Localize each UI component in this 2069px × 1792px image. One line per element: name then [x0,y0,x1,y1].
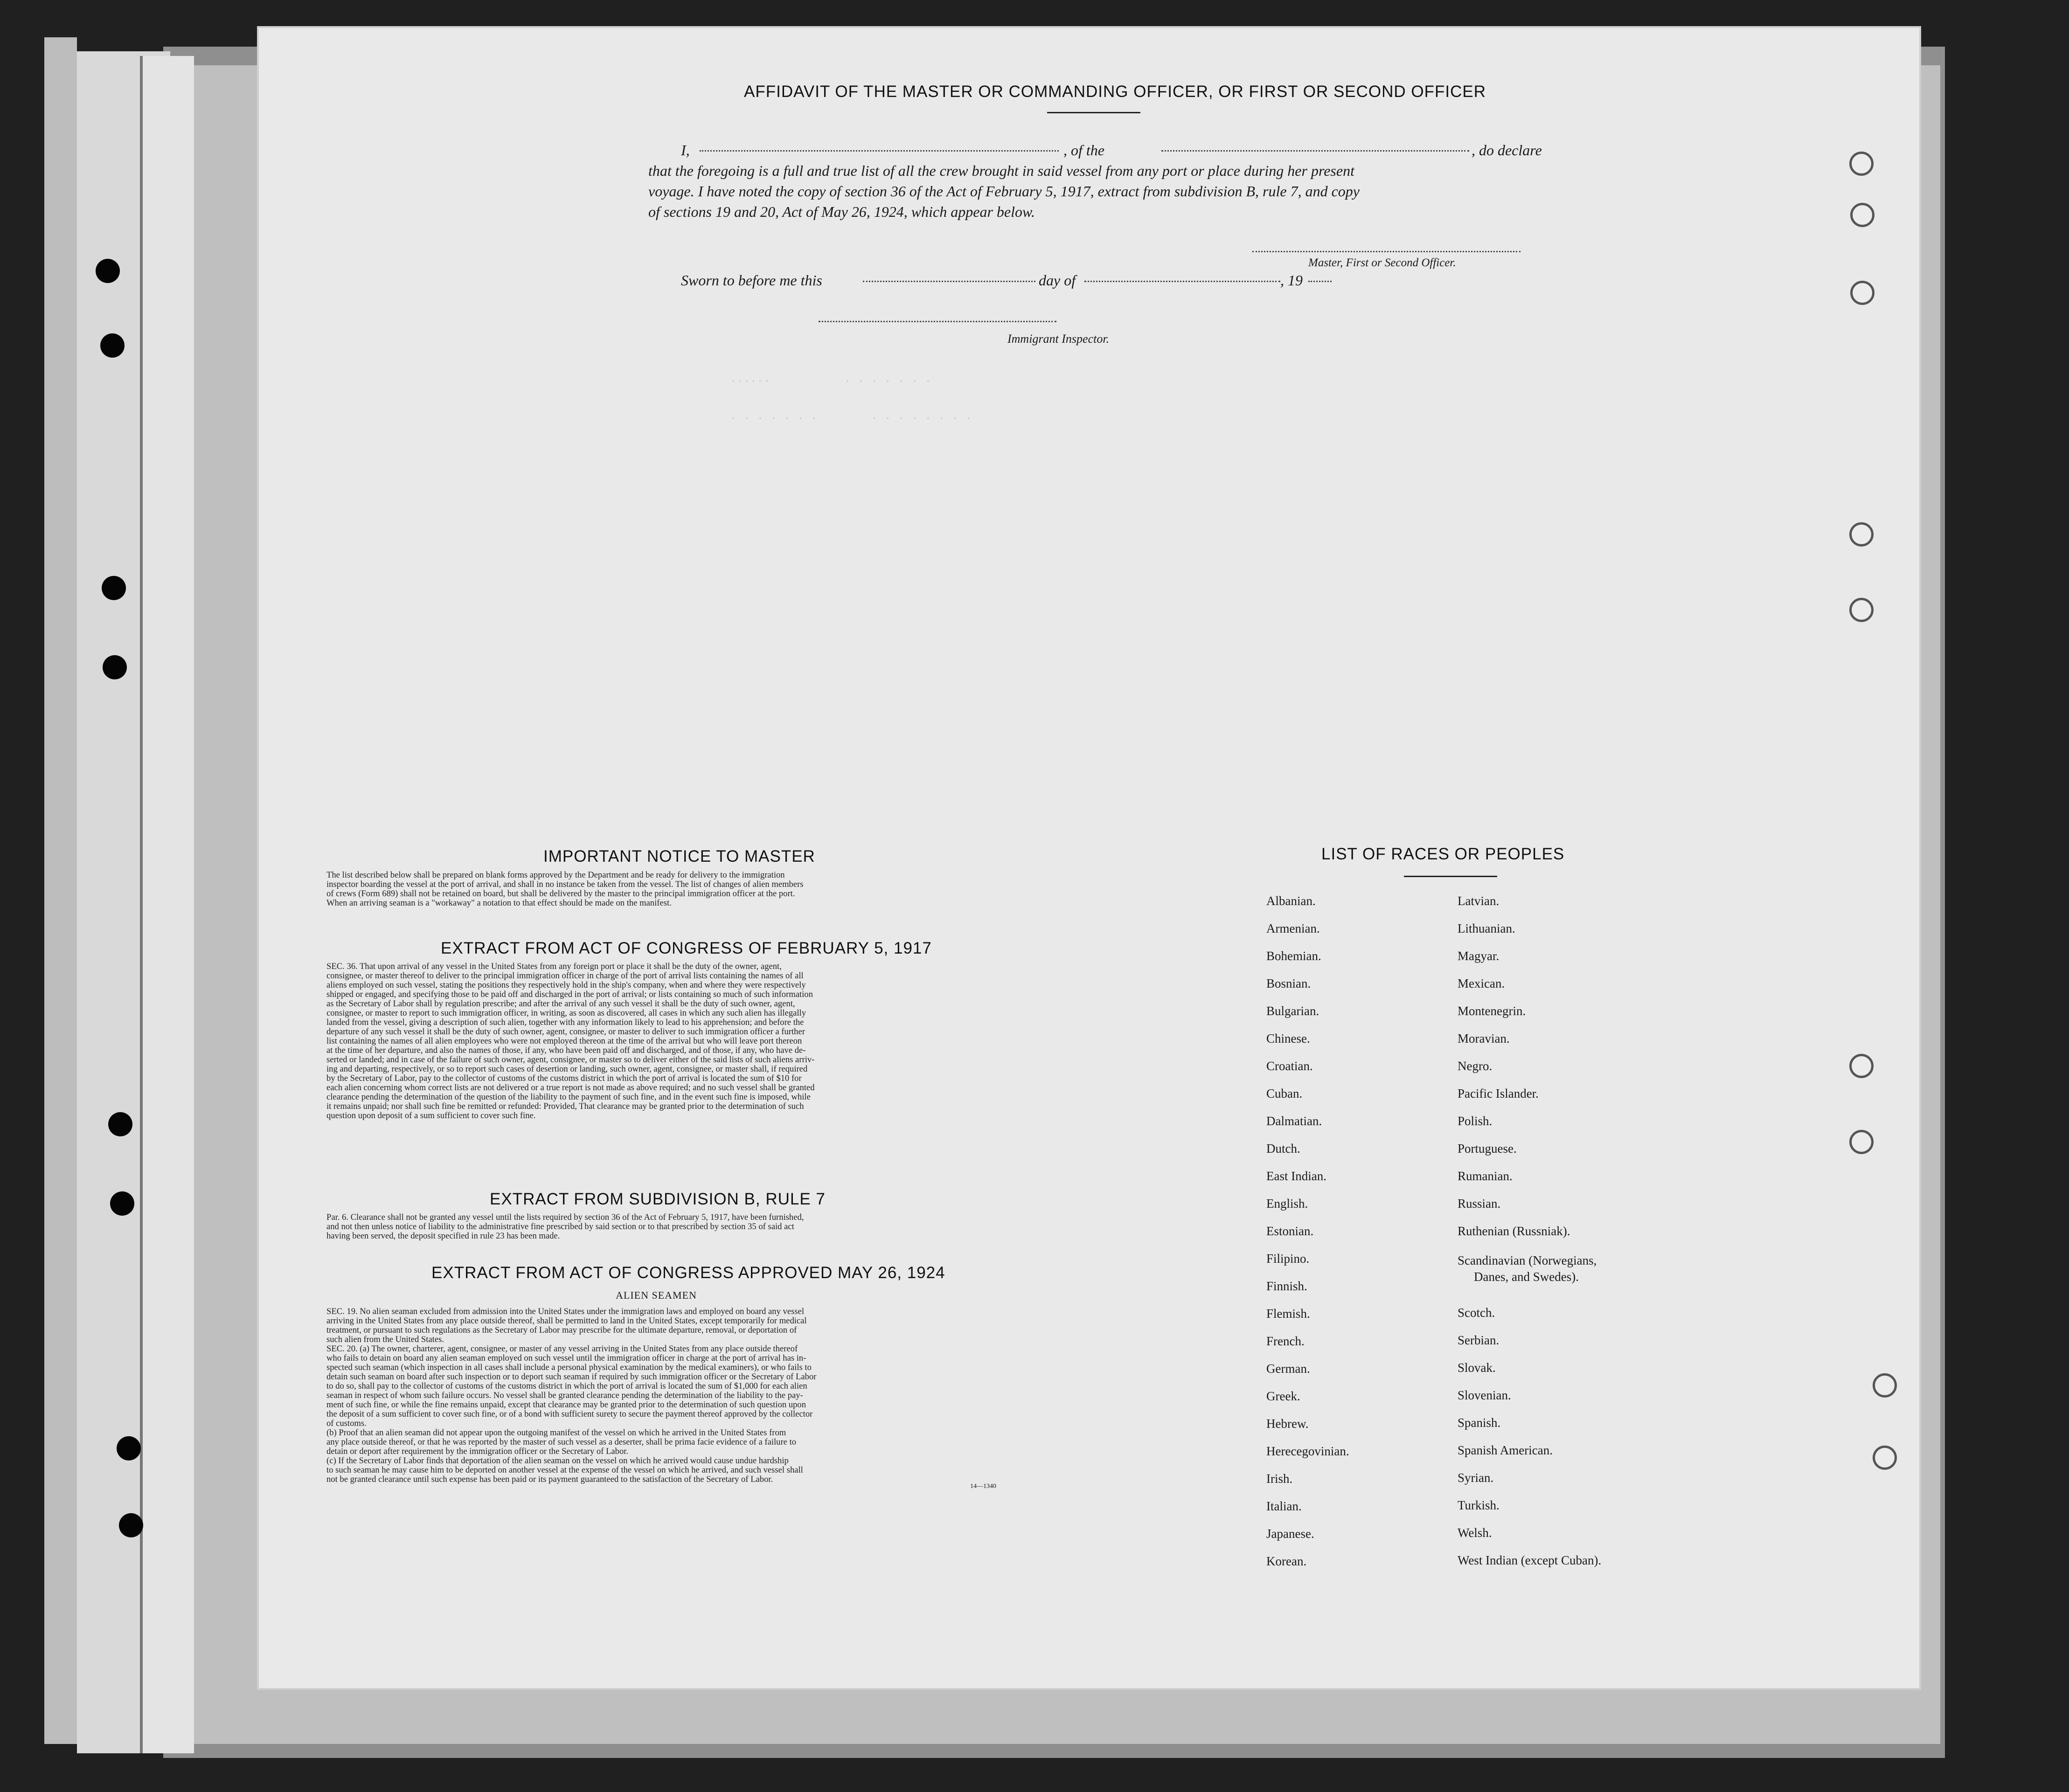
extract-1924-title: EXTRACT FROM ACT OF CONGRESS APPROVED MAY 26, 1924 [431,1264,945,1282]
page-ring [1850,281,1875,305]
race-item: Slovenian. [1458,1388,1511,1402]
extract-1924-body [326,1307,1014,1484]
sworn-label: Sworn to before me this [681,272,822,289]
race-item: Portuguese. [1458,1142,1517,1155]
race-item: Moravian. [1458,1031,1510,1045]
race-item: Armenian. [1266,921,1320,935]
notice-body [326,871,1014,908]
page-ring [1850,203,1875,227]
section-36-line: each alien concerning whom correct lists are not delivered or a true report is not made as above required; and no such vessel shall be granted [326,1083,815,1093]
notice-line: When an arriving seaman is a "workaway" a notation to that effect should be made on the manifest. [326,898,672,908]
race-item: East Indian. [1266,1169,1326,1183]
section-36-line: aliens employed on such vessel, stating the positions they respectively hold in the ship's company, when and where they were respectively [326,980,806,990]
year-label: , 19 [1280,272,1303,289]
punch-hole [103,655,127,679]
page-ring [1849,1130,1874,1154]
race-item: Spanish American. [1458,1443,1553,1457]
race-item: Dutch. [1266,1142,1300,1155]
punch-hole [102,576,126,600]
page-ring [1849,598,1874,622]
race-item: Filipino. [1266,1252,1310,1266]
extract-1917-body [326,962,1014,1121]
section-36-line: list containing the names of all alien employees who were not employed thereon at the time of the arrival but who will leave port thereon [326,1036,802,1046]
section-36-line: by the Secretary of Labor, pay to the collector of customs of the customs district in which the port of arrival is located the sum of $10 for [326,1073,802,1083]
punch-hole [117,1436,141,1460]
race-item: Welsh. [1458,1526,1492,1540]
section-line: any place outside thereof, or that he was reported by the master of such vessel as a deserter, shall be prima facie evidence of a failure to [326,1437,797,1447]
notice-line: The list described below shall be prepared on blank forms approved by the Department and be ready for delivery to the immigration [326,870,785,880]
race-item: Irish. [1266,1472,1293,1486]
race-item: Korean. [1266,1554,1307,1568]
race-item: Slovak. [1458,1361,1496,1375]
page-ring [1873,1373,1897,1398]
section-36-line: it remains unpaid; nor shall such fine be remitted or refunded: Provided, That clearance may be granted prior to the determination of such [326,1101,804,1111]
section-line: ment of such fine, or while the fine remains unpaid, except that clearance may be granted prior to the determination of such question upon [326,1400,806,1410]
section-36-line: at the time of her departure, and also the names of those, if any, who have been paid off and discharged, and of those, if any, who have de- [326,1045,806,1055]
race-item: Polish. [1458,1114,1493,1128]
race-item: West Indian (except Cuban). [1458,1553,1602,1567]
affidavit-line4: of sections 19 and 20, Act of May 26, 1924, which appear below. [648,203,1035,220]
race-item: Lithuanian. [1458,921,1515,935]
section-36-line: ing and departing, respectively, or so to report such cases of desertion or landing, such owner, agent, consignee, or master shall, if required [326,1064,808,1074]
section-line: SEC. 20. (a) The owner, charterer, agent, consignee, or master of any vessel arriving in the United States from any place outside thereof [326,1344,798,1354]
punch-hole [119,1513,143,1537]
race-item: Bulgarian. [1266,1004,1319,1018]
page-ring [1849,522,1874,547]
race-item: German. [1266,1362,1310,1376]
race-item: Magyar. [1458,949,1500,963]
section-line: to such seaman he may cause him to be deported on another vessel at the expense of the vessel on which he arrived, and such vessel shall [326,1465,803,1475]
name-blank[interactable] [700,150,1059,152]
section-36-line: as the Secretary of Labor shall by regulation prescribe; and after the arrival of any such vessel it shall be the duty of such owner, agent, [326,999,795,1009]
section-line: such alien from the United States. [326,1335,444,1344]
section-line: to do so, shall pay to the collector of customs of the customs district in which the port of arrival is located the sum of $1,000 for each alien [326,1381,807,1391]
affidavit-of-the: , of the [1063,142,1104,159]
race-item: Scandinavian (Norwegians, [1458,1253,1597,1267]
race-item: French. [1266,1334,1305,1348]
punch-hole [108,1112,132,1136]
section-line: detain such seaman on board after such inspection or to deport such seaman if required by such immigration officer or the Secretary of Labor [326,1372,817,1382]
page-ring [1873,1446,1897,1470]
affidavit-i: I, [681,142,690,159]
race-item: Danes, and Swedes). [1474,1270,1579,1284]
affidavit-line3: voyage. I have noted the copy of section 36 of the Act of February 5, 1917, extract from subdivision B, rule 7, and copy [648,183,1360,200]
race-item: Mexican. [1458,976,1505,990]
sworn-month-blank[interactable] [1084,281,1280,282]
sworn-day-blank[interactable] [863,281,1035,282]
rule-7-line: and not then unless notice of liability to the administrative fine prescribed by said section or to that prescribed by section 35 of said act [326,1222,794,1232]
subdivision-body [326,1213,1014,1241]
title-rule [1047,112,1140,113]
extract-1917-title: EXTRACT FROM ACT OF CONGRESS OF FEBRUARY 5, 1917 [441,939,932,957]
section-36-line: clearance pending the determination of the question of the liability to the payment of such fine, and in the event such fine is imposed, while [326,1092,811,1102]
notice-title: IMPORTANT NOTICE TO MASTER [543,847,815,865]
race-item: Japanese. [1266,1527,1314,1541]
alien-seamen-subtitle: ALIEN SEAMEN [616,1289,697,1301]
race-item: Finnish. [1266,1279,1307,1293]
section-36-line: shipped or engaged, and specifying those to be paid off and discharged in the port of arrival; or lists containing so much of such information [326,989,813,999]
page-ring [1849,152,1874,176]
section-line: of customs. [326,1418,367,1428]
inspector-signature-line[interactable] [819,321,1056,322]
rule-7-line: having been served, the deposit specified in rule 23 has been made. [326,1231,560,1241]
race-item: Greek. [1266,1389,1300,1403]
vessel-blank[interactable] [1161,150,1469,152]
race-item: Spanish. [1458,1416,1501,1430]
form-page [259,28,1919,1688]
race-item: Albanian. [1266,894,1316,908]
section-36-line: departure of any such vessel it shall be the duty of such owner, agent, consignee, or master to deliver to such immigration officer a further [326,1027,805,1037]
master-caption: Master, First or Second Officer. [1308,256,1456,269]
section-line: not be granted clearance until such expense has been paid or its payment guaranteed to the satisfaction of the Secretary of Labor. [326,1474,773,1484]
races-title-rule [1404,876,1497,877]
race-item: Montenegrin. [1458,1004,1526,1018]
race-item: Bohemian. [1266,949,1321,963]
punch-hole [100,333,125,358]
form-number: 14—1340 [970,1483,996,1490]
section-line: seaman in respect of whom such failure occurs. No vessel shall be granted clearance pending the determination of the liability to the pay- [326,1391,803,1400]
section-line: (b) Proof that an alien seaman did not appear upon the outgoing manifest of the vessel on which he arrived in the United States from [326,1428,786,1438]
section-line: detain or deport after requirement by the immigration officer or the Secretary of Labor. [326,1446,629,1456]
bleed-through-text: . . . . . . . . . . . . . . . [730,410,972,423]
section-36-line: consignee, or master to report to such immigration officer, in writing, as soon as discovered, all cases in which any such alien has illegally [326,1008,806,1018]
master-signature-line[interactable] [1252,251,1521,252]
binder-strip-inner [140,56,194,1753]
race-item: Italian. [1266,1499,1302,1513]
affidavit-line2: that the foregoing is a full and true list of all the crew brought in said vessel from any port or place during her present [648,162,1354,179]
punch-hole [110,1191,134,1216]
affidavit-title: AFFIDAVIT OF THE MASTER OR COMMANDING OFFICER, OR FIRST OR SECOND OFFICER [744,83,1486,101]
section-36-line: landed from the vessel, giving a description of such alien, together with any information likely to lead to his apprehension; and before the [326,1017,804,1027]
section-line: spected such seaman (which inspection in all cases shall include a personal physical examination by the medical examiners), or who fails to [326,1363,812,1372]
inspector-caption: Immigrant Inspector. [1007,332,1110,346]
race-item: Pacific Islander. [1458,1086,1539,1100]
race-item: Bosnian. [1266,976,1311,990]
bleed-through-text: ...... . . . . . . . [730,373,932,386]
race-item: Herecegovinian. [1266,1444,1349,1458]
binder-strip-outer [44,37,77,1744]
race-item: Flemish. [1266,1307,1310,1321]
section-line: arriving in the United States from any place outside thereof, shall be permitted to land in the United States, except temporarily for medical [326,1316,807,1326]
race-item: Cuban. [1266,1086,1303,1100]
race-item: Ruthenian (Russniak). [1458,1224,1570,1238]
notice-line: inspector boarding the vessel at the port of arrival, and shall in no instance be taken from the vessel. The list of changes of alien members [326,879,804,889]
race-item: Rumanian. [1458,1169,1513,1183]
day-of-label: day of [1039,272,1076,289]
race-item: English. [1266,1197,1308,1211]
punch-hole [96,259,120,283]
race-item: Syrian. [1458,1471,1494,1485]
section-line: (c) If the Secretary of Labor finds that deportation of the alien seaman on the vessel on which he arrived would cause undue hardship [326,1456,789,1466]
race-item: Latvian. [1458,894,1500,908]
section-line: treatment, or pursuant to such regulations as the Secretary of Labor may prescribe for the ultimate departure, removal, or deportation of [326,1325,797,1335]
race-item: Negro. [1458,1059,1493,1073]
rule-7-line: Par. 6. Clearance shall not be granted any vessel until the lists required by section 36 of the Act of February 5, 1917, have been furnished, [326,1212,804,1222]
affidavit-declare: , do declare [1472,142,1542,159]
page-ring [1849,1054,1874,1078]
section-36-line: question upon deposit of a sum sufficient to cover such fine. [326,1111,536,1121]
race-item: Turkish. [1458,1498,1500,1512]
notice-line: of crews (Form 689) shall not be retained on board, but shall be delivered by the master to the principal immigration officer at the port. [326,889,795,899]
sworn-year-blank[interactable] [1308,281,1332,282]
race-item: Estonian. [1266,1224,1314,1238]
section-line: who fails to detain on board any alien seaman employed on such vessel until the immigration officer in charge at the port of arrival has in- [326,1353,806,1363]
races-title: LIST OF RACES OR PEOPLES [1321,845,1565,863]
section-36-line: consignee, or master thereof to deliver to the principal immigration officer in charge of the port of arrival lists containing the names of all [326,971,804,981]
race-item: Hebrew. [1266,1417,1309,1431]
section-36-line: serted or landed; and in case of the failure of such owner, agent, consignee, or master so to deliver either of the said lists of such aliens arriv- [326,1055,815,1065]
race-item: Dalmatian. [1266,1114,1322,1128]
section-line: the deposit of a sum sufficient to cover such fine, or of a bond with sufficient surety to secure the payment thereof approved by the collector [326,1409,813,1419]
subdivision-title: EXTRACT FROM SUBDIVISION B, RULE 7 [490,1190,826,1208]
race-item: Croatian. [1266,1059,1313,1073]
race-item: Russian. [1458,1197,1501,1211]
race-item: Scotch. [1458,1306,1495,1320]
race-item: Serbian. [1458,1333,1500,1347]
race-item: Chinese. [1266,1031,1310,1045]
section-36-line: SEC. 36. That upon arrival of any vessel in the United States from any foreign port or place it shall be the duty of the owner, agent, [326,962,782,971]
section-line: SEC. 19. No alien seaman excluded from admission into the United States under the immigration laws and employed on board any vessel [326,1307,804,1316]
